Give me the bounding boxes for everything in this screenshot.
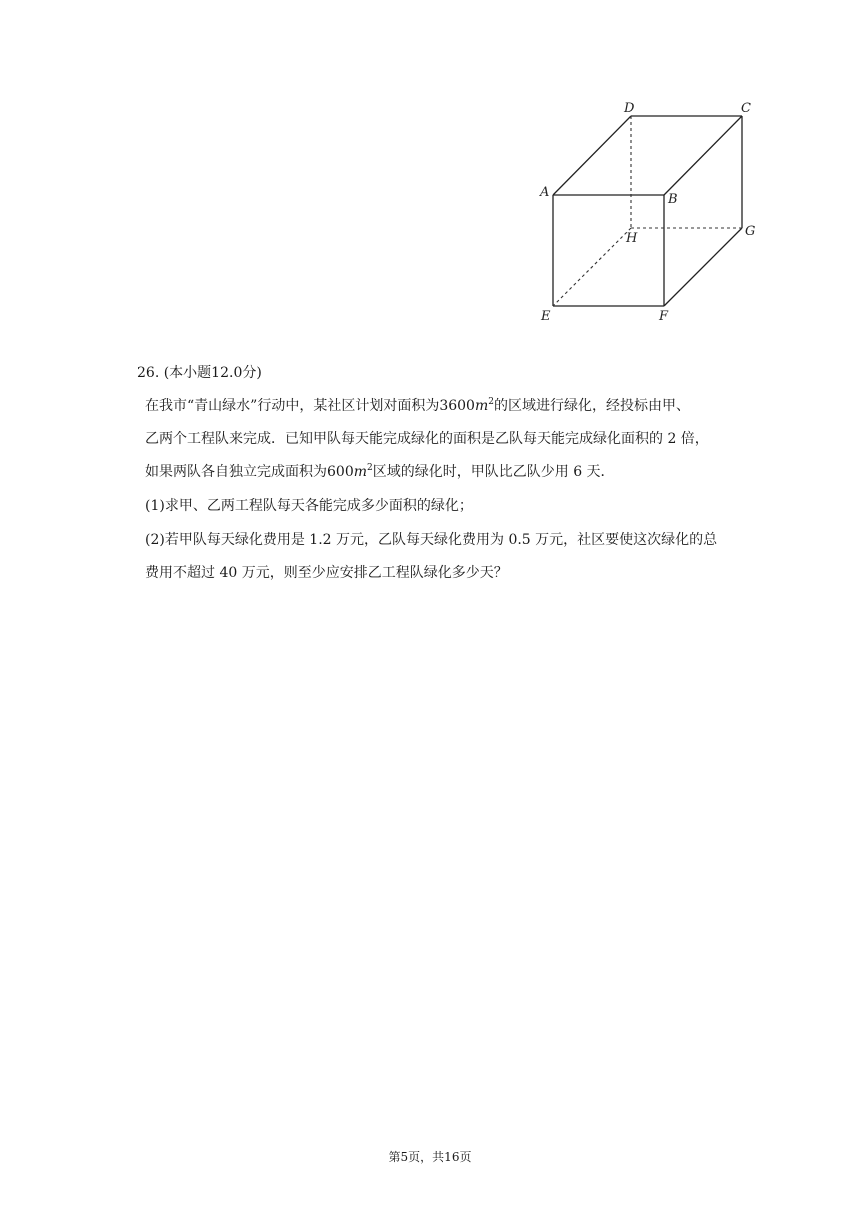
question-part-2-line-1: (2)若甲队每天绿化费用是 1.2 万元，乙队每天绿化费用为 0.5 万元，社区要使这次绿化的总 [145,532,718,548]
line1-text-a: 在我市“青山绿水”行动中，某社区计划对面积为 [145,398,440,414]
label-a: A [540,185,550,200]
question-header [137,363,262,383]
line3-text-a: 如果两队各自独立完成面积为 [145,464,327,480]
cube-figure [520,90,780,330]
line1-area-number: 3600 [439,398,475,414]
label-f: F [659,309,669,324]
label-c: C [741,101,751,116]
question-number: 26. [137,365,160,381]
line3-area-unit: m [353,464,368,480]
page-footer: 第5页，共16页 [388,1150,472,1164]
line3-area-exponent: 2 [367,463,373,473]
line1-text-b: 的区域进行绿化，经投标由甲、 [493,398,690,414]
line1-area-unit: m [474,398,489,414]
question-part-1: (1)求甲、乙两工程队每天各能完成多少面积的绿化； [145,498,473,514]
edge-he [553,228,631,306]
question-part-2-line-2: 费用不超过 40 万元，则至少应安排乙工程队绿化多少天？ [145,565,508,581]
label-d: D [624,101,635,116]
edge-gf [664,228,742,306]
question-score: (本小题12.0分) [163,365,262,381]
edge-ad [553,116,631,195]
edge-bc [664,116,742,195]
label-h: H [626,231,638,246]
line3-text-b: 区域的绿化时，甲队比乙队少用 6 天． [372,464,615,480]
label-e: E [541,309,551,324]
question-line-1 [145,396,690,416]
question-line-3 [145,462,615,482]
line3-area-number: 600 [327,464,354,480]
question-line-2: 乙两个工程队来完成．已知甲队每天能完成绿化的面积是乙队每天能完成绿化面积的 2 倍， [145,431,709,447]
label-b: B [668,192,678,207]
label-g: G [745,224,756,239]
line1-area-exponent: 2 [488,397,494,407]
